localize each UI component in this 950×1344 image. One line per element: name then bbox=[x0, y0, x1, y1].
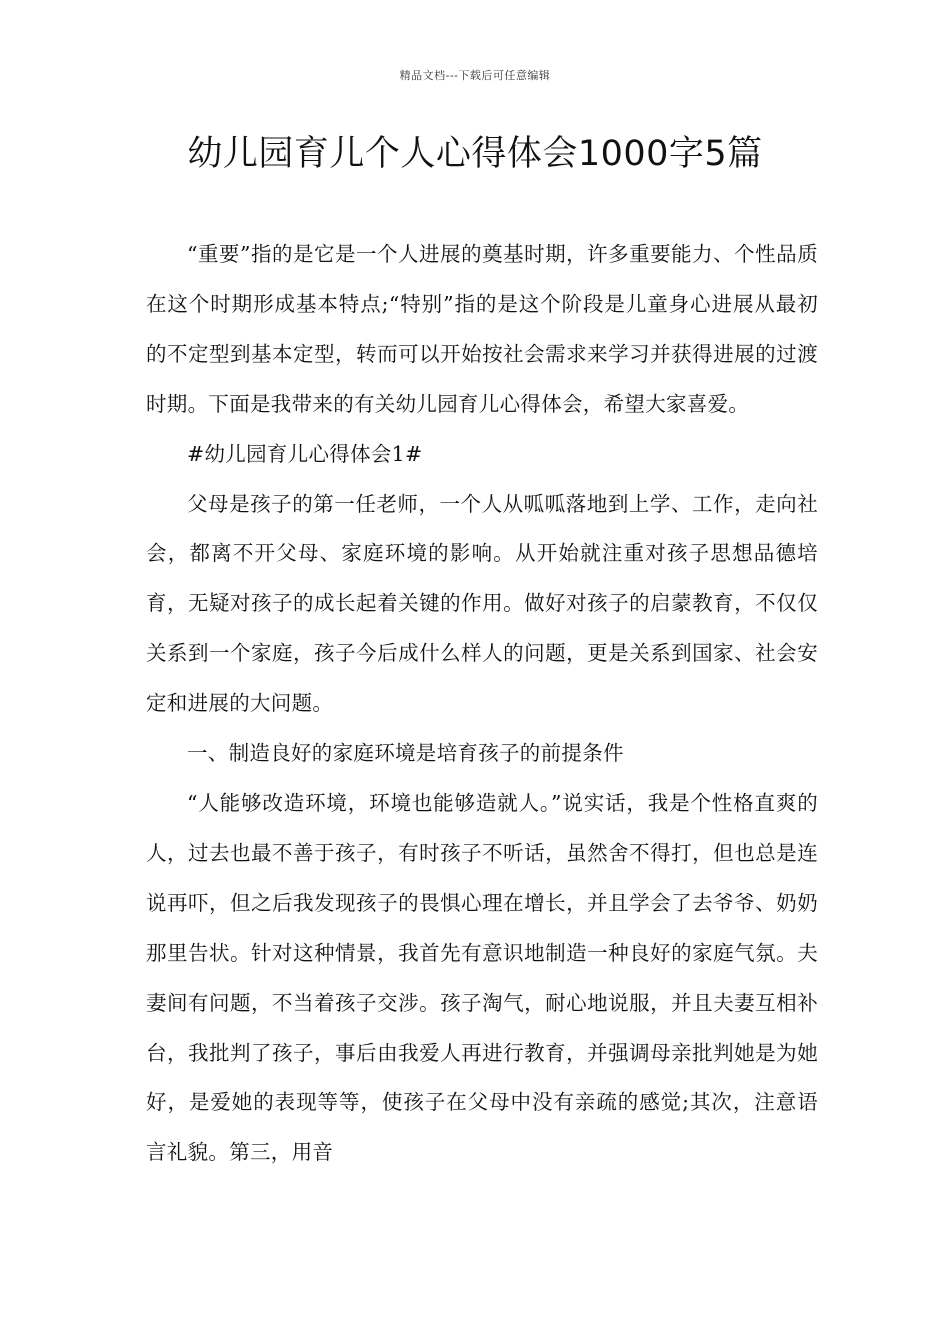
document-title: 幼儿园育儿个人心得体会1000字5篇 bbox=[187, 134, 763, 174]
document-body bbox=[146, 230, 818, 1178]
body-paragraph-1: 父母是孩子的第一任老师，一个人从呱呱落地到上学、工作，走向社会，都离不开父母、家庭环境的影响。从开始就注重对孩子思想品德培育，无疑对孩子的成长起着关键的作用。做好对孩子的启蒙教育，不仅仅关系到一个家庭，孩子今后成什么样人的问题，更是关系到国家、社会安定和进展的大问题。 bbox=[146, 491, 818, 716]
section-heading-1: #幼儿园育儿心得体会1# bbox=[187, 441, 423, 466]
header-note: 精品文档---下载后可任意编辑 bbox=[399, 69, 551, 82]
body-paragraph-2: “人能够改造环境，环境也能够造就人。”说实话，我是个性格直爽的人，过去也最不善于孩子，有时孩子不听话，虽然舍不得打，但也总是连说再吓，但之后我发现孩子的畏惧心理在增长，并且学会了去爷爷、奶奶那里告状。针对这种情景，我首先有意识地制造一种良好的家庭气氛。夫妻间有问题，不当着孩子交涉。孩子淘气，耐心地说服，并且夫妻互相补台，我批判了孩子，事后由我爱人再进行教育，并强调母亲批判她是为她好，是爱她的表现等等，使孩子在父母中没有亲疏的感觉;其次，注意语言礼貌。第三，用音 bbox=[146, 790, 818, 1165]
subheading-1: 一、制造良好的家庭环境是培育孩子的前提条件 bbox=[187, 741, 624, 766]
intro-paragraph: “重要”指的是它是一个人进展的奠基时期，许多重要能力、个性品质在这个时期形成基本特点;“特别”指的是这个阶段是儿童身心进展从最初的不定型到基本定型，转而可以开始按社会需求来学习并获得进展的过渡时期。下面是我带来的有关幼儿园育儿心得体会，希望大家喜爱。 bbox=[146, 242, 818, 416]
